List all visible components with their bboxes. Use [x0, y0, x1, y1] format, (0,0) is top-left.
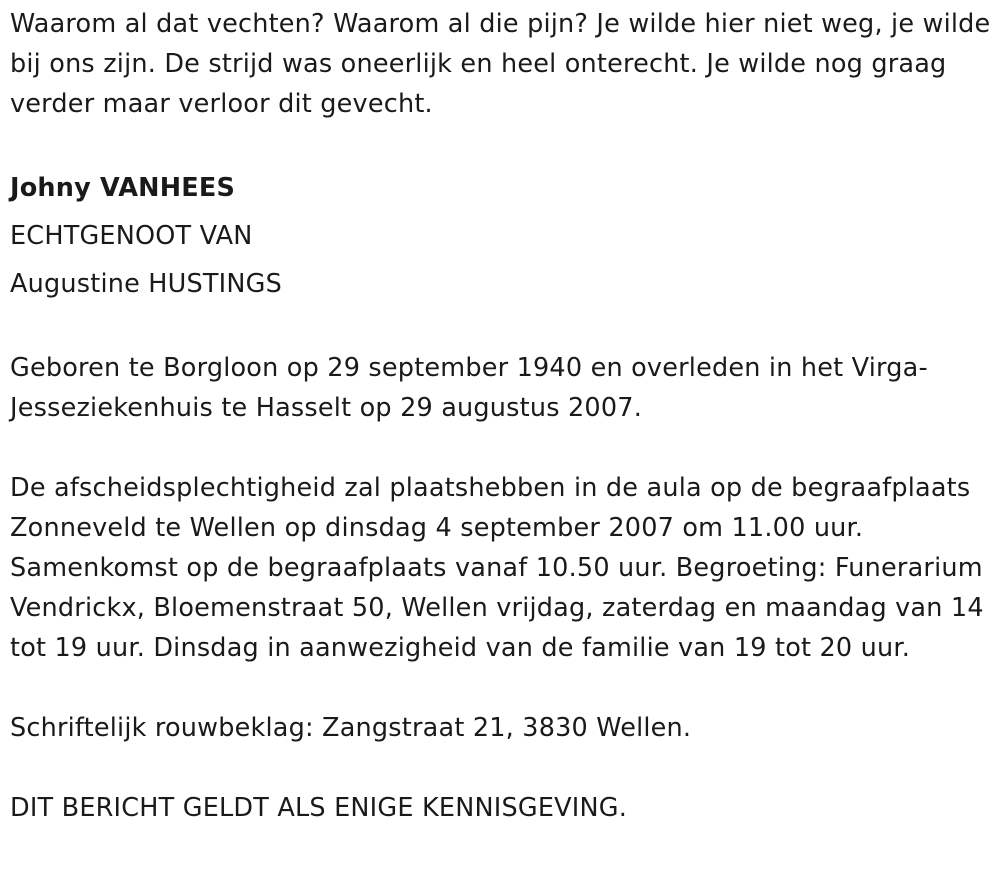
relation-label: ECHTGENOOT VAN [10, 221, 253, 251]
birth-death-paragraph: Geboren te Borgloon op 29 september 1940 en overleden in het Virga-Jesseziekenhuis te Hasselt op 29 augustus 2007. [10, 353, 928, 423]
deceased-name: Johny VANHEES [10, 173, 236, 203]
condolences-address: Schriftelijk rouwbeklag: Zangstraat 21, 3830 Wellen. [10, 713, 692, 743]
spouse-name: Augustine HUSTINGS [10, 269, 283, 299]
ceremony-paragraph: De afscheidsplechtigheid zal plaatshebben in de aula op de begraafplaats Zonneveld te Wellen op dinsdag 4 september 2007 om 11.00 uur. Samenkomst op de begraafplaats vanaf 10.50 uur. Begroeting: Funerarium Vendrickx, Bloemenstraat 50, Wellen vrijdag, zaterdag en maandag van 14 tot 19 uur. Dinsdag in aanwezigheid van de familie van 19 tot 20 uur. [10, 473, 984, 663]
poem-paragraph: Waarom al dat vechten? Waarom al die pijn? Je wilde hier niet weg, je wilde bij ons zijn. De strijd was oneerlijk en heel onterecht. Je wilde nog graag verder maar verloor dit gevecht. [10, 9, 991, 119]
notice-statement: DIT BERICHT GELDT ALS ENIGE KENNISGEVING. [10, 793, 628, 823]
obituary-notice [10, 4, 995, 828]
